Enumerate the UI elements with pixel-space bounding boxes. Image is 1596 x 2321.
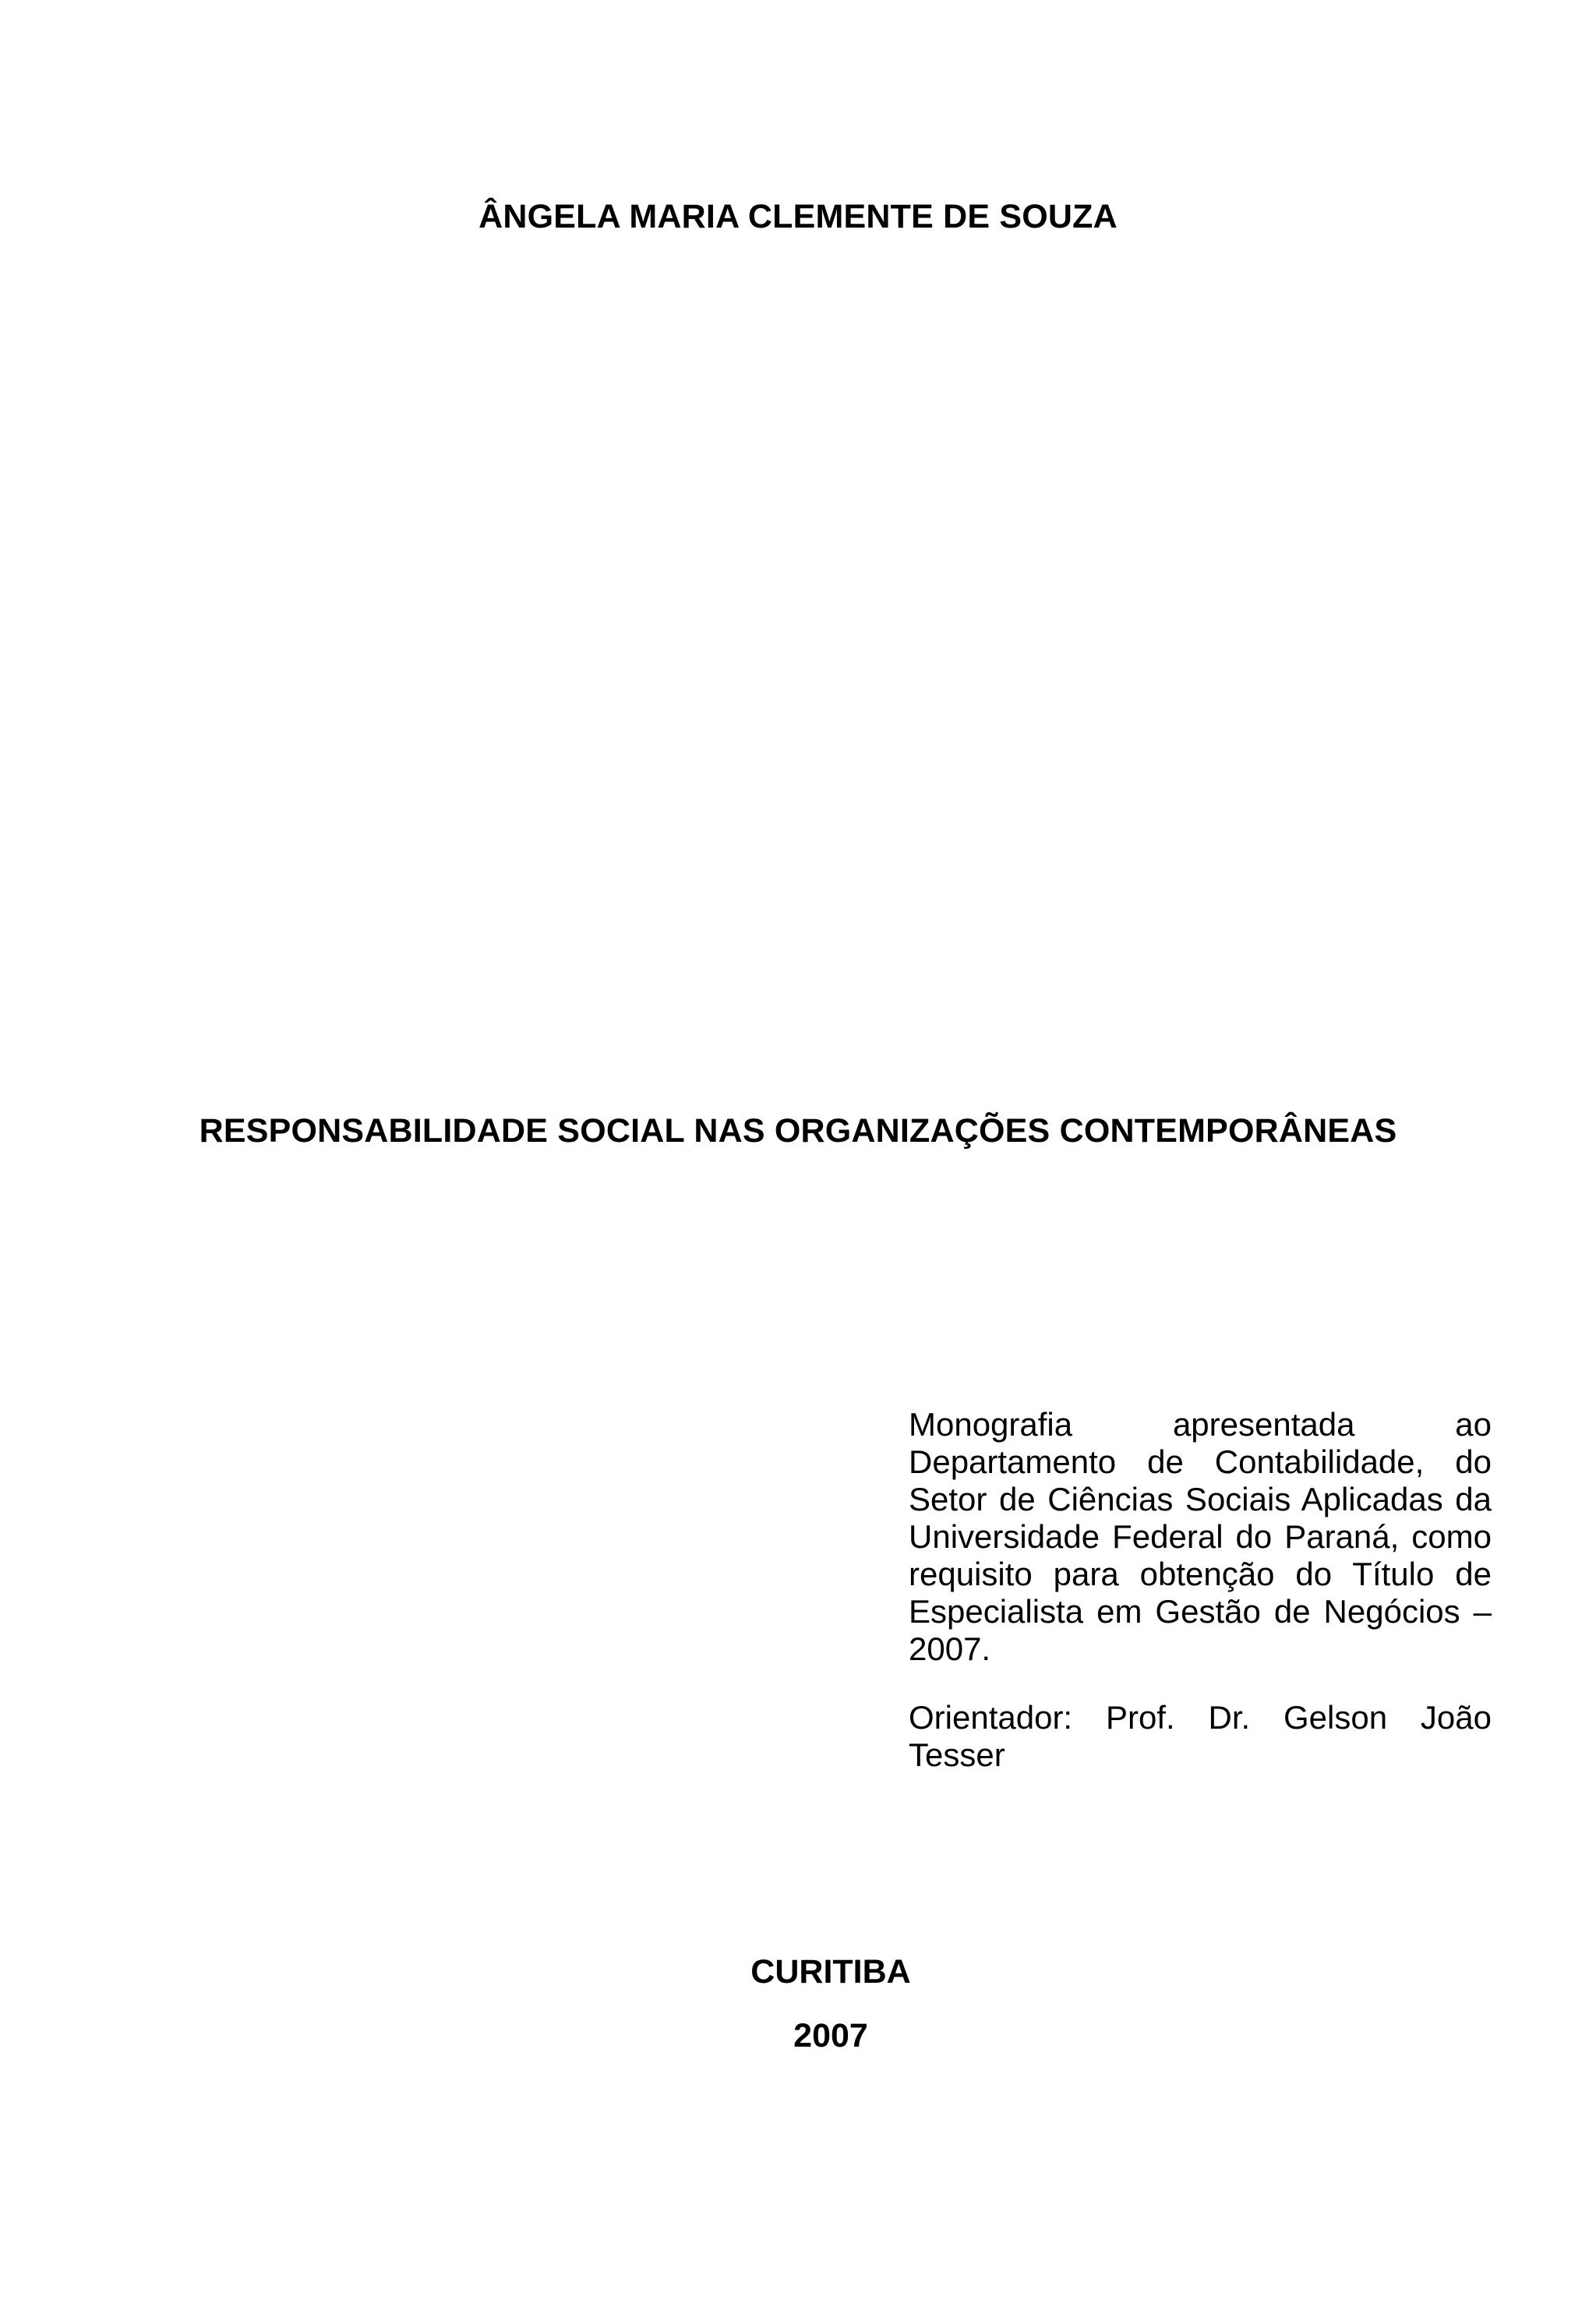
city: CURITIBA <box>750 1953 911 1991</box>
monograph-description: Monografia apresentada ao Departamento de Contabilidade, do Setor de Ciências Sociais Aplicadas da Universidade Federal do Paraná, como requisito para obtenção do Título de Especialista em Gestão de Negócios – 2007. <box>909 1406 1492 1667</box>
advisor-line: Orientador: Prof. Dr. Gelson João Tesser <box>909 1699 1492 1773</box>
year: 2007 <box>793 2017 868 2054</box>
author-name: ÂNGELA MARIA CLEMENTE DE SOUZA <box>478 198 1118 235</box>
document-title: RESPONSABILIDADE SOCIAL NAS ORGANIZAÇÕES CONTEMPORÂNEAS <box>199 1112 1397 1150</box>
